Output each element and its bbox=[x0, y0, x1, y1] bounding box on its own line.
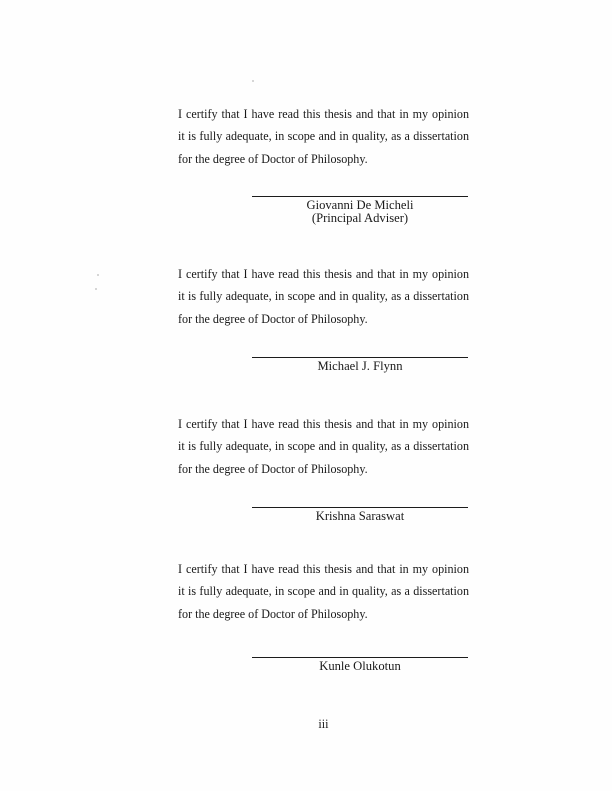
certification-text-line: for the degree of Doctor of Philosophy. bbox=[178, 151, 368, 166]
page-number: iii bbox=[318, 717, 329, 731]
certification-text-line: for the degree of Doctor of Philosophy. bbox=[178, 606, 368, 621]
signatory-role: (Principal Adviser) bbox=[311, 211, 409, 225]
certification-paragraph-1 bbox=[178, 103, 469, 170]
certification-paragraph-2 bbox=[178, 263, 469, 330]
signature-block-3 bbox=[252, 507, 468, 523]
signatory-name: Giovanni De Micheli bbox=[306, 198, 414, 212]
signature-block-2 bbox=[252, 357, 468, 373]
signature-block-4 bbox=[252, 657, 468, 673]
signature-line bbox=[252, 196, 468, 197]
certification-text-line: for the degree of Doctor of Philosophy. bbox=[178, 461, 368, 476]
signature-line bbox=[252, 657, 468, 658]
scan-artifact-speck bbox=[97, 274, 99, 276]
certification-paragraph-4 bbox=[178, 558, 469, 625]
scan-artifact-speck bbox=[252, 80, 254, 82]
certification-text-line: it is fully adequate, in scope and in quality, as a dissertation bbox=[178, 129, 469, 144]
certification-text-line: I certify that I have read this thesis and that in my opinion bbox=[178, 107, 469, 121]
certification-text-line: I certify that I have read this thesis and that in my opinion bbox=[178, 562, 469, 576]
signatory-name: Kunle Olukotun bbox=[319, 659, 401, 673]
certification-paragraph-3 bbox=[178, 413, 469, 480]
certification-text-line: I certify that I have read this thesis and that in my opinion bbox=[178, 267, 469, 281]
signatory-name: Krishna Saraswat bbox=[315, 509, 405, 523]
certification-text-line: for the degree of Doctor of Philosophy. bbox=[178, 311, 368, 326]
certification-text-line: it is fully adequate, in scope and in quality, as a dissertation bbox=[178, 439, 469, 454]
signature-line bbox=[252, 357, 468, 358]
certification-text-line: it is fully adequate, in scope and in quality, as a dissertation bbox=[178, 584, 469, 599]
signature-block-1 bbox=[252, 196, 468, 226]
certification-text-line: I certify that I have read this thesis and that in my opinion bbox=[178, 417, 469, 431]
signature-line bbox=[252, 507, 468, 508]
certification-text-line: it is fully adequate, in scope and in quality, as a dissertation bbox=[178, 289, 469, 304]
scan-artifact-speck bbox=[95, 288, 97, 290]
signatory-name: Michael J. Flynn bbox=[317, 359, 403, 373]
